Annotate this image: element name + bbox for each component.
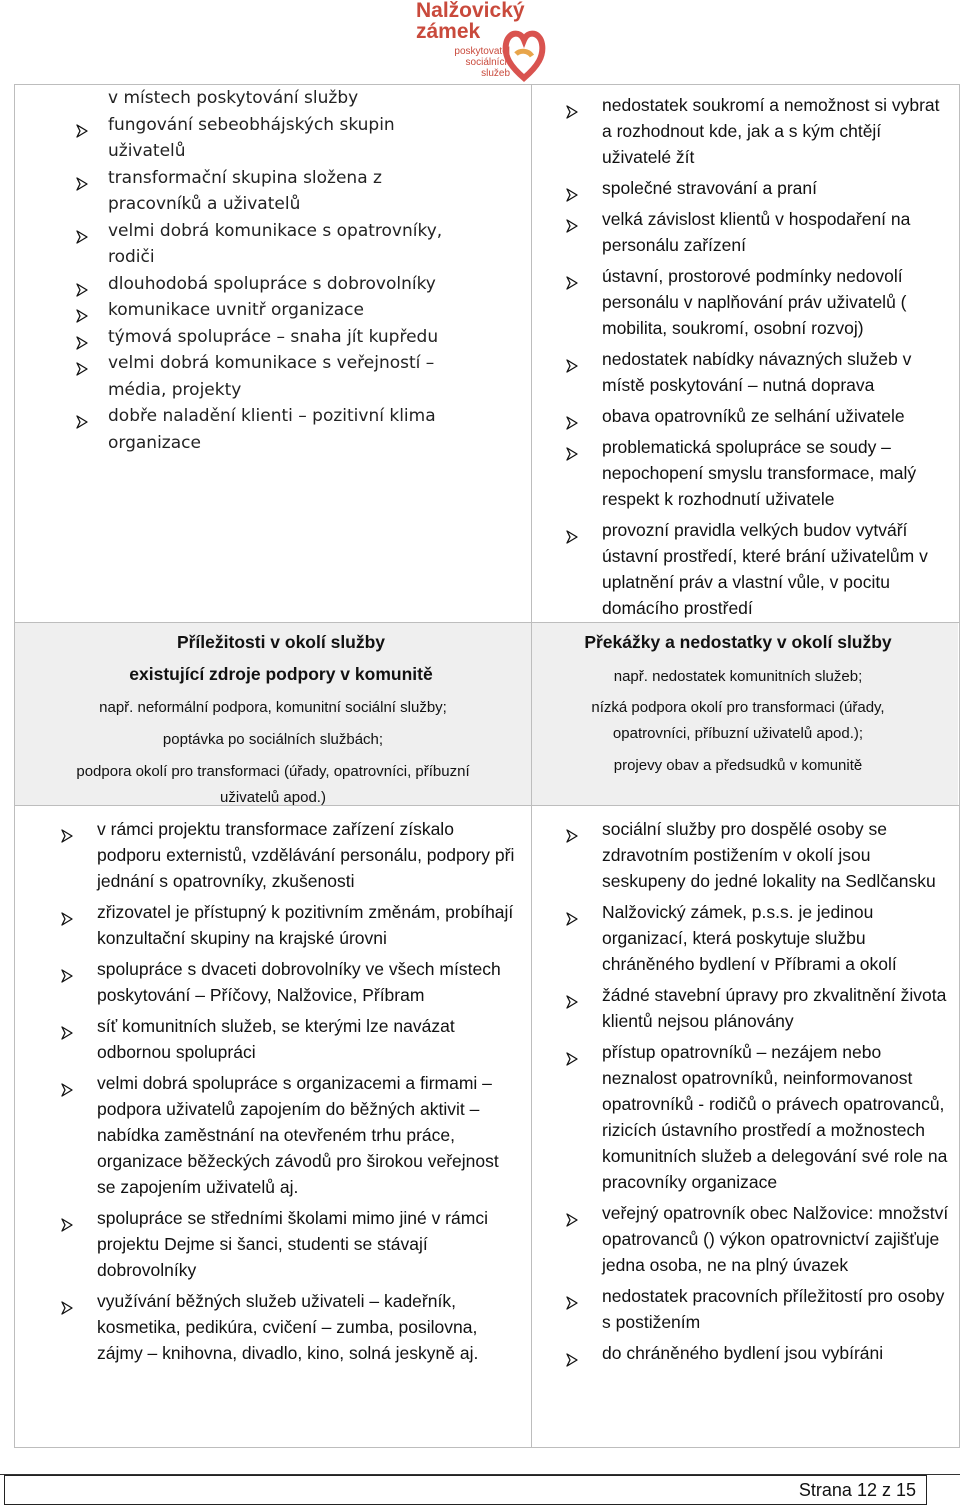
list-item-text: zřizovatel je přístupný k pozitivním změnám, probíhají konzultační skupiny na krajské úrovni	[97, 902, 514, 948]
opportunities-line-2: poptávka po sociálních službách;	[162, 731, 384, 748]
list-item	[60, 1288, 515, 1366]
list-item-text: nedostatek pracovních příležitostí pro osoby s postižením	[602, 1286, 945, 1332]
opportunities-line-1: např. neformální podpora, komunitní sociální služby;	[99, 699, 447, 716]
bullet-arrow-icon	[565, 181, 579, 207]
list-item-text: fungování sebeobhájských skupin uživatelů	[108, 114, 395, 161]
bullet-arrow-icon	[565, 905, 579, 931]
bullet-arrow-icon	[565, 409, 579, 435]
list-item-text: komunikace uvnitř organizace	[108, 300, 364, 320]
list-item	[565, 403, 950, 429]
list-item	[565, 899, 950, 977]
list-item	[565, 982, 950, 1034]
footer	[4, 1475, 927, 1505]
list-item	[71, 350, 471, 403]
obstacles-title: Překážky a nedostatky v okolí služby	[584, 632, 892, 652]
bullet-arrow-icon	[60, 1019, 74, 1045]
list-item-text: spolupráce se středními školami mimo jiné v rámci projektu Dejme si šanci, studenti se stávají dobrovolníky	[97, 1208, 488, 1280]
opportunities-subtitle: existující zdroje podpory v komunitě	[129, 664, 433, 684]
list-item-text: dobře naladění klienti – pozitivní klima organizace	[108, 406, 436, 453]
list-item-text: nedostatek nabídky návazných služeb v místě poskytování – nutná doprava	[602, 349, 912, 395]
list-item	[565, 1340, 950, 1366]
list-item	[565, 175, 950, 201]
bullet-arrow-icon	[60, 1211, 74, 1237]
bullet-arrow-icon	[565, 1289, 579, 1315]
logo-line1: Nalžovický	[416, 0, 525, 22]
list-item-text: týmová spolupráce – snaha jít kupředu	[108, 326, 439, 347]
list-item	[60, 816, 515, 894]
list-item-text: dlouhodobá spolupráce s dobrovolníky	[108, 273, 436, 294]
list-item	[71, 403, 471, 456]
logo-line2: zámek	[416, 20, 481, 43]
list-item-text: problematická spolupráce se soudy – nepochopení smyslu transformace, malý respekt k rozhodnutí uživatele	[602, 437, 917, 509]
list-item-text: obava opatrovníků ze selhání uživatele	[602, 406, 905, 426]
bullet-arrow-icon	[565, 1206, 579, 1232]
list-item	[565, 434, 950, 512]
list-item	[565, 346, 950, 398]
list-item-text: v místech poskytování služby	[108, 88, 359, 108]
list-item-text: ústavní, prostorové podmínky nedovolí personálu v naplňování práv uživatelů ( mobilita, soukromí, osobní rozvoj)	[602, 266, 907, 338]
bullet-arrow-icon	[60, 1294, 74, 1320]
opportunities-title: Příležitosti v okolí služby	[176, 632, 386, 652]
list-item	[71, 112, 471, 165]
bullet-arrow-icon	[565, 352, 579, 378]
list-item	[71, 324, 471, 351]
list-item	[71, 297, 471, 324]
list-item-text: Nalžovický zámek, p.s.s. je jedinou organizací, která poskytuje službu chráněného bydlení v Příbrami a okolí	[602, 902, 897, 974]
list-item	[60, 1013, 515, 1065]
page-number: Strana 12 z 15	[798, 1480, 916, 1500]
list-item-text: v rámci projektu transformace zařízení získalo podporu externistů, vzdělávání personálu, podpory při jednání s opatrovníky, zkušenosti	[97, 819, 515, 891]
bullet-arrow-icon	[60, 905, 74, 931]
list-item	[565, 263, 950, 341]
list-item-text: velká závislost klientů v hospodaření na personálu zařízení	[602, 209, 911, 255]
bullet-arrow-icon	[60, 1076, 74, 1102]
bullet-arrow-icon	[565, 98, 579, 124]
bullet-arrow-icon	[565, 1045, 579, 1071]
list-item-text: veřejný opatrovník obec Nalžovice: množství opatrovanců () výkon opatrovnictví zajišťuje jedna osoba, ne na plný úvazek	[602, 1203, 949, 1275]
bullet-arrow-icon	[60, 822, 74, 848]
bullet-arrow-icon	[565, 440, 579, 466]
list-item-text: velmi dobrá spolupráce s organizacemi a firmami – podpora uživatelů zapojením do běžných aktivit – nabídka zaměstnání na otevřeném trhu práce, organizace běžeckých závodů pro širokou veřejnost se zapojením uživatelů aj.	[97, 1073, 499, 1197]
logo-sub-3: služeb	[481, 68, 510, 79]
list-item-text: společné stravování a praní	[602, 178, 817, 198]
bullet-arrow-icon	[75, 118, 89, 145]
list-item-text: velmi dobrá komunikace s veřejností – média, projekty	[108, 353, 435, 400]
strengths-list	[71, 85, 471, 456]
list-item-text: síť komunitních služeb, se kterými lze navázat odbornou spolupráci	[97, 1016, 455, 1062]
logo-subtitle	[436, 46, 510, 79]
list-item-text: velmi dobrá komunikace s opatrovníky, rodiči	[108, 220, 443, 267]
list-item-text: provozní pravidla velkých budov vytváří ústavní prostředí, které brání uživatelům v uplatnění práv a vlastní vůle, v pocitu domácího prostředí	[602, 520, 928, 618]
heart-icon	[502, 26, 546, 82]
obstacles-line-2: nízká podpora okolí pro transformaci (úřady,	[591, 699, 885, 716]
obstacles-line-1: např. nedostatek komunitních služeb;	[613, 668, 863, 685]
obstacles-list	[565, 816, 950, 1371]
list-item	[565, 1200, 950, 1278]
bullet-arrow-icon	[60, 962, 74, 988]
list-item-text: přístup opatrovníků – nezájem nebo neznalost opatrovníků, neinformovanost opatrovníků - rodičů o právech opatrovanců, rizicích ústavního prostředí a možnostech komunitních služeb a delegování své role na pracovníky organizace	[602, 1042, 948, 1192]
list-item-text: do chráněného bydlení jsou vybíráni	[602, 1343, 884, 1363]
list-item	[60, 956, 515, 1008]
bullet-arrow-icon	[565, 822, 579, 848]
logo-sub-2: sociálních	[465, 57, 510, 68]
list-item-text: žádné stavební úpravy pro zkvalitnění života klientů nejsou plánovány	[602, 985, 947, 1031]
logo	[410, 0, 560, 84]
bullet-arrow-icon	[565, 523, 579, 549]
list-item-text: využívání běžných služeb uživateli – kadeřník, kosmetika, pedikúra, cvičení – zumba, posilovna, zájmy – knihovna, divadlo, kino, solná jeskyně aj.	[97, 1291, 479, 1363]
list-item	[565, 1039, 950, 1195]
logo-sub-1: poskytovatel	[454, 46, 510, 57]
list-item-text: spolupráce s dvaceti dobrovolníky ve všech místech poskytování – Příčovy, Nalžovice, Příbram	[97, 959, 501, 1005]
list-item-text: nedostatek soukromí a nemožnost si vybrat a rozhodnout kde, jak a s kým chtějí uživatelé žít	[602, 95, 940, 167]
bullet-arrow-icon	[75, 224, 89, 251]
bullet-arrow-icon	[75, 356, 89, 383]
list-item	[71, 218, 471, 271]
list-item	[60, 899, 515, 951]
list-item	[71, 165, 471, 218]
opportunities-list	[60, 816, 515, 1371]
list-item	[60, 1205, 515, 1283]
list-item	[565, 816, 950, 894]
list-item	[565, 92, 950, 170]
list-item-text: sociální služby pro dospělé osoby se zdravotním postižením v okolí jsou seskupeny do jedné lokality na Sedlčansku	[602, 819, 936, 891]
list-item	[71, 85, 471, 112]
list-item	[565, 517, 950, 621]
weaknesses-list	[565, 92, 950, 626]
bullet-arrow-icon	[565, 269, 579, 295]
bullet-arrow-icon	[75, 171, 89, 198]
list-item	[565, 206, 950, 258]
list-item	[60, 1070, 515, 1200]
obstacles-line-4: projevy obav a předsudků v komunitě	[613, 757, 863, 774]
bullet-arrow-icon	[565, 988, 579, 1014]
obstacles-line-3: opatrovníci, příbuzní uživatelů apod.);	[612, 725, 864, 742]
list-item	[565, 1283, 950, 1335]
list-item	[71, 271, 471, 298]
bullet-arrow-icon	[565, 1346, 579, 1372]
bullet-arrow-icon	[565, 212, 579, 238]
bullet-arrow-icon	[75, 409, 89, 436]
opportunities-line-3: podpora okolí pro transformaci (úřady, opatrovníci, příbuzní	[76, 763, 470, 780]
list-item-text: transformační skupina složena z pracovníků a uživatelů	[108, 167, 382, 214]
opportunities-line-4: uživatelů apod.)	[220, 789, 326, 806]
